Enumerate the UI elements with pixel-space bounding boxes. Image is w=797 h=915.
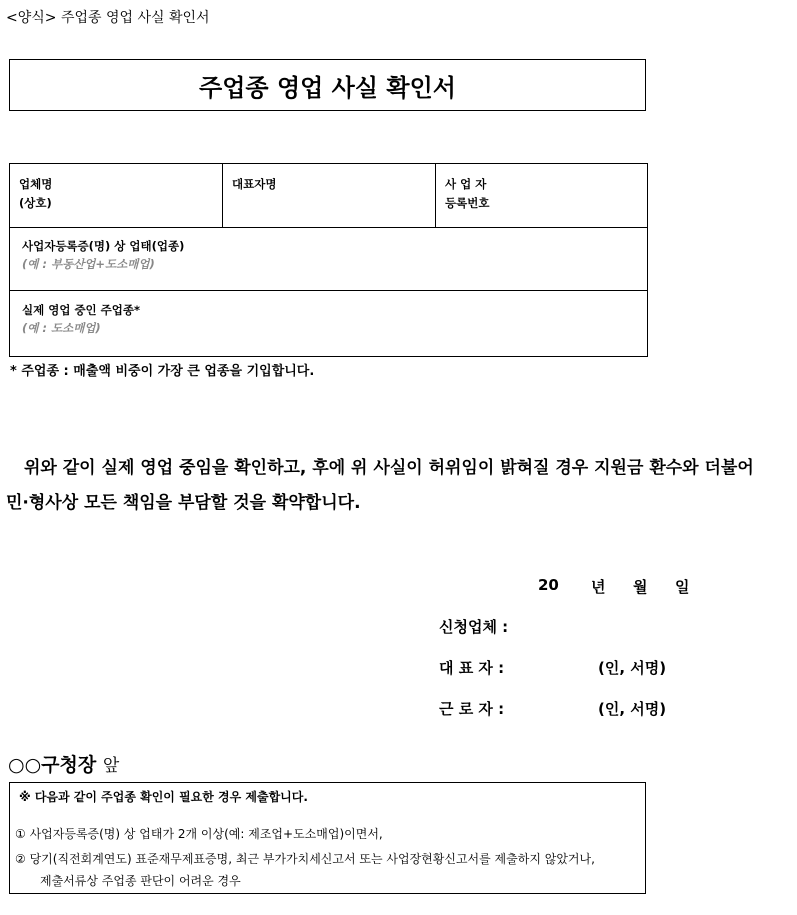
- notice-heading: ※ 다음과 같이 주업종 확인이 필요한 경우 제출합니다.: [19, 790, 308, 804]
- representative-sign-label: 대 표 자 :: [439, 659, 505, 677]
- notice-box: [9, 782, 646, 894]
- form-label: <양식> 주업종 영업 사실 확인서: [6, 10, 210, 26]
- footnote: * 주업종 : 매출액 비중이 가장 큰 업종을 기입합니다.: [10, 364, 315, 379]
- date-month-label: 월: [633, 578, 648, 596]
- business-type-example: (예 : 부동산업+도소매업): [22, 257, 155, 271]
- title-box: [9, 59, 646, 111]
- biz-reg-sublabel: 등록번호: [445, 196, 490, 210]
- info-table: [9, 163, 648, 357]
- actual-business-label: 실제 영업 중인 주업종*: [22, 303, 141, 317]
- representative-seal[interactable]: (인, 서명): [598, 659, 667, 677]
- pledge-line-2: 민·형사상 모든 책임을 부담할 것을 확약합니다.: [6, 493, 361, 513]
- pledge-text: [6, 451, 796, 521]
- date-day-label: 일: [675, 578, 690, 596]
- biz-reg-label: 사 업 자: [445, 177, 487, 191]
- actual-business-example: (예 : 도소매업): [22, 321, 101, 335]
- representative-label: 대표자명: [232, 177, 277, 191]
- business-type-row[interactable]: [10, 228, 647, 291]
- notice-item-1: ① 사업자등록증(명) 상 업태가 2개 이상(예: 제조업+도소매업)이면서,: [15, 827, 383, 841]
- date-year-prefix: 20: [538, 576, 559, 594]
- company-name-label: 업체명: [19, 177, 53, 191]
- biz-reg-number-cell[interactable]: [436, 164, 647, 227]
- actual-business-row[interactable]: [10, 292, 647, 355]
- company-name-cell[interactable]: [10, 164, 223, 227]
- pledge-line-1: 위와 같이 실제 영업 중임을 확인하고, 후에 위 사실이 허위임이 밝혀질 경우 지원금 환수와 더불어: [24, 458, 754, 478]
- table-row: [10, 164, 647, 228]
- addressee-name: ○○구청장: [8, 754, 97, 776]
- representative-cell[interactable]: [223, 164, 436, 227]
- business-type-label: 사업자등록증(명) 상 업태(업종): [22, 239, 185, 253]
- notice-item-2-cont: 제출서류상 주업종 판단이 어려운 경우: [40, 874, 241, 888]
- company-name-sublabel: (상호): [19, 196, 52, 210]
- addressee: [8, 750, 119, 777]
- page-title: 주업종 영업 사실 확인서: [199, 73, 456, 102]
- worker-seal[interactable]: (인, 서명): [598, 700, 667, 718]
- applicant-label: 신청업체 :: [439, 618, 509, 636]
- notice-item-2: ② 당기(직전회계연도) 표준재무제표증명, 최근 부가가치세신고서 또는 사업장현황신고서를 제출하지 않았거나,: [15, 852, 595, 866]
- date-year-label: 년: [591, 578, 606, 596]
- addressee-suffix: 앞: [102, 756, 120, 776]
- worker-sign-label: 근 로 자 :: [439, 700, 505, 718]
